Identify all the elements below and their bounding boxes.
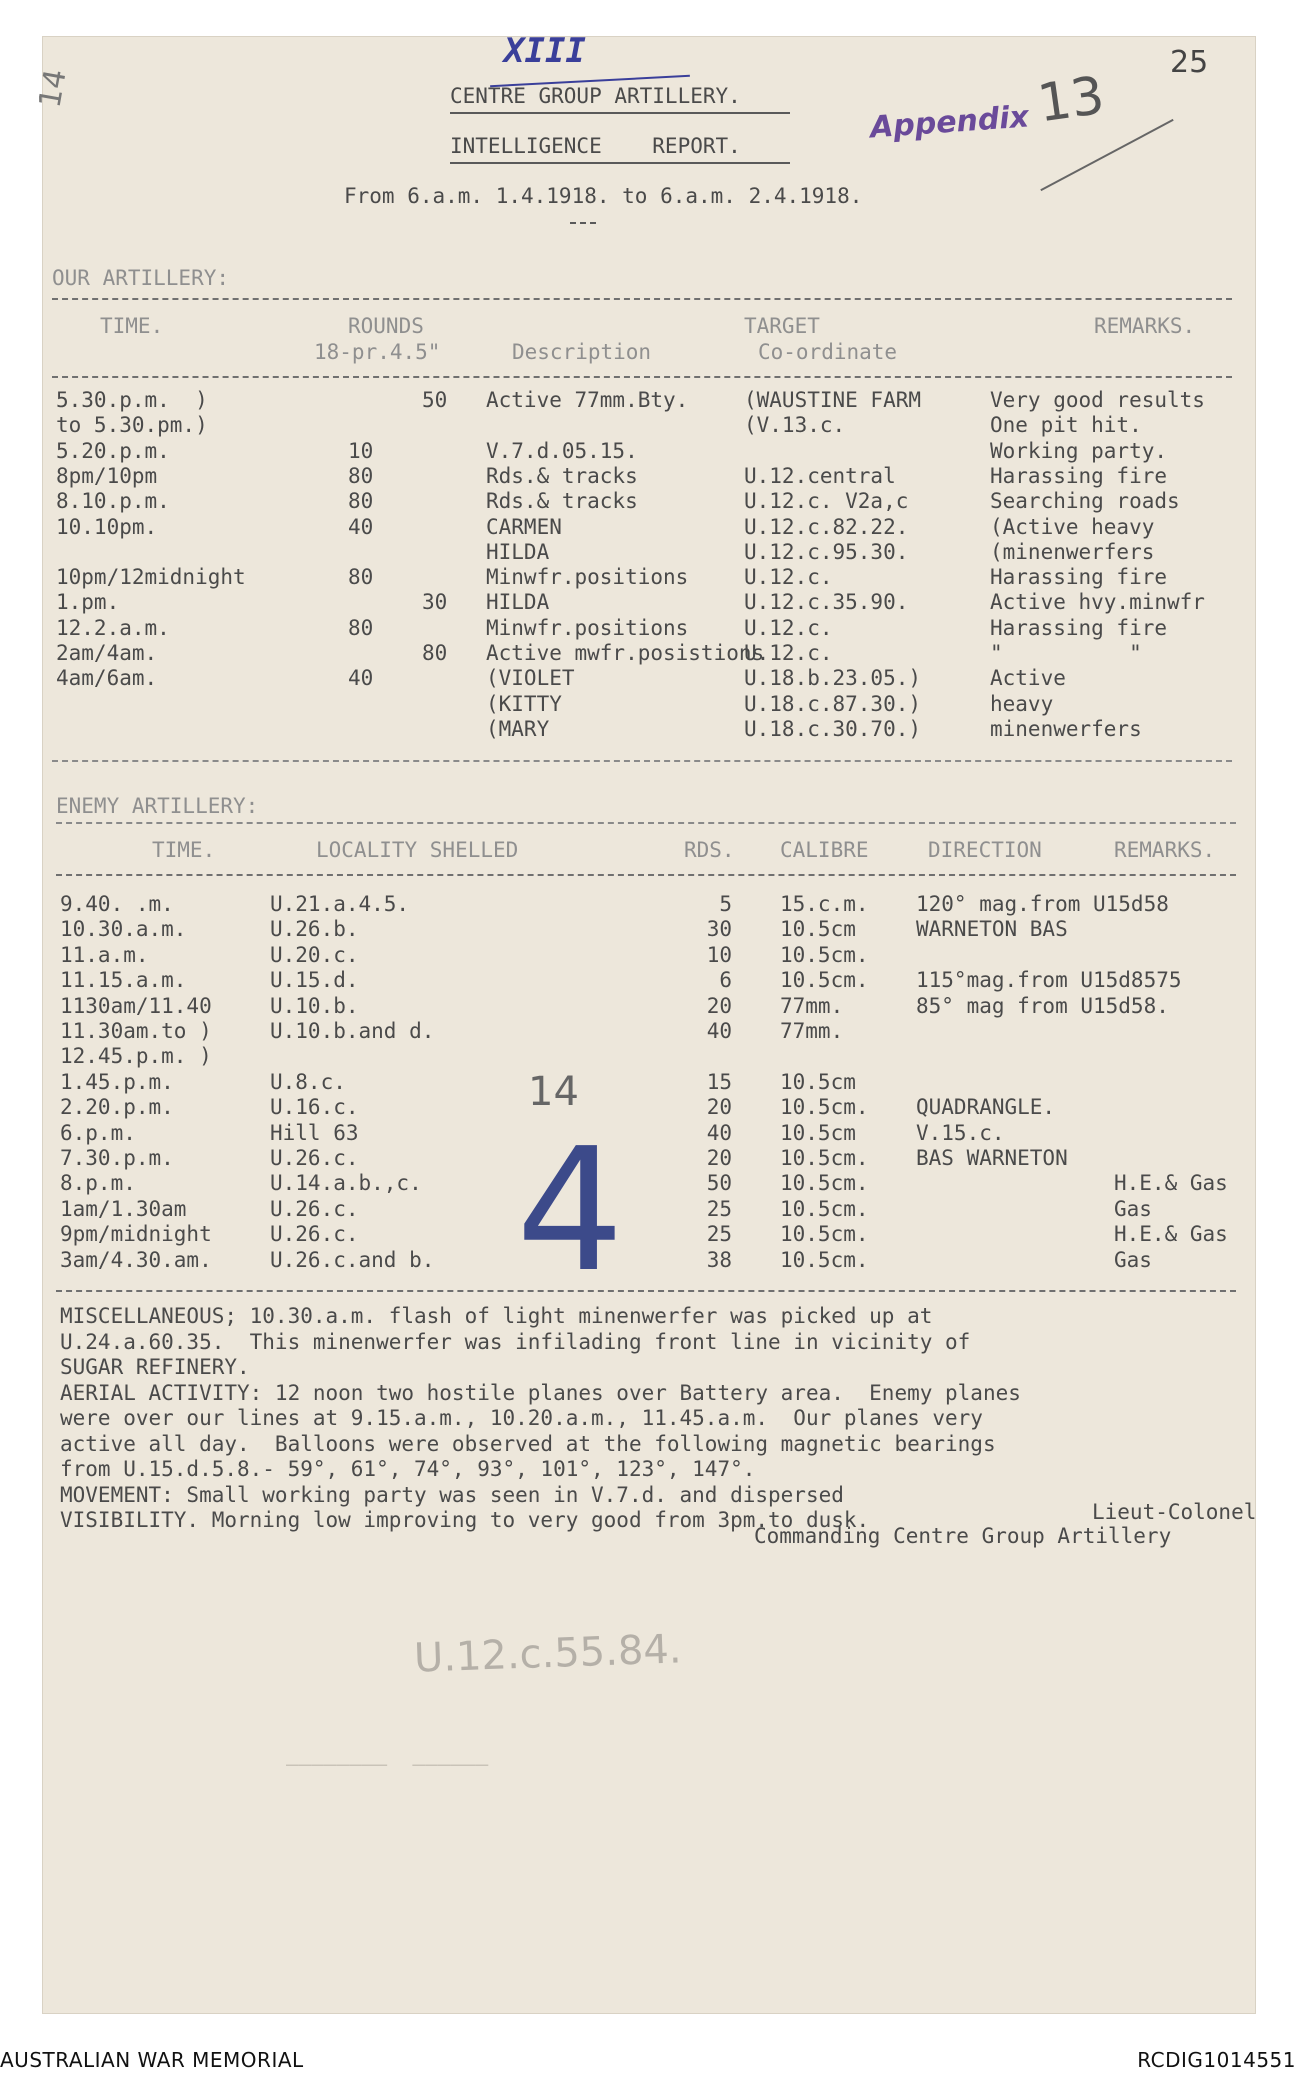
appendix-number: 13 [1034, 65, 1108, 135]
enemy-rounds-cell: 50 [706, 1171, 732, 1196]
table-row [42, 1070, 1256, 1095]
our-coordinate-cell: U.12.c. [744, 641, 833, 665]
report-underline [450, 162, 790, 164]
group-heading: CENTRE GROUP ARTILLERY. [450, 84, 741, 108]
note-line: from U.15.d.5.8.- 59°, 61°, 74°, 93°, 101°, 123°, 147°. [60, 1457, 756, 1481]
our-coordinate-cell: U.12.c. [744, 615, 833, 640]
our-remarks-cell: (minenwerfers [990, 539, 1155, 564]
table-row [42, 1197, 1256, 1222]
our-remarks-cell: Active [990, 666, 1066, 691]
our-description-cell: (MARY [486, 716, 550, 741]
our-time-cell: 5.30.p.m. ) [56, 388, 208, 412]
our-rounds-18pr-cell: 80 [348, 615, 374, 640]
our-description-cell: HILDA [486, 590, 550, 615]
enemy-col-time: TIME. [152, 838, 216, 862]
table-row [42, 943, 1256, 968]
enemy-time-cell: 2.20.p.m. [60, 1095, 174, 1120]
enemy-time-cell: 12.45.p.m. ) [60, 1044, 212, 1069]
enemy-rounds-cell: 20 [706, 1146, 732, 1170]
roman-numeral: XIII [504, 31, 586, 71]
enemy-time-cell: 9pm/midnight [60, 1222, 212, 1247]
note-line: MOVEMENT: Small working party was seen in V.7.d. and dispersed [60, 1482, 844, 1507]
our-description-cell: Minwfr.positions [486, 615, 689, 640]
enemy-calibre-cell: 77mm. [780, 1019, 844, 1043]
signature-rank: Lieut-Colonel [1092, 1500, 1257, 1524]
note-line: were over our lines at 9.15.a.m., 10.20.a.m., 11.45.a.m. Our planes very [60, 1406, 983, 1430]
enemy-calibre-cell: 15.c.m. [780, 892, 869, 916]
note-line: active all day. Balloons were observed at the following magnetic bearings [60, 1431, 996, 1456]
our-coordinate-cell: (V.13.c. [744, 413, 846, 438]
divider [56, 822, 1236, 824]
our-remarks-cell: Very good results [990, 388, 1205, 412]
our-rounds-18pr-cell: 80 [348, 565, 374, 590]
enemy-rounds-cell: 20 [706, 1095, 732, 1120]
table-row [42, 565, 1256, 590]
enemy-time-cell: 1130am/11.40 [60, 993, 212, 1018]
table-row [42, 540, 1256, 565]
enemy-locality-cell: U.26.b. [270, 917, 359, 942]
enemy-locality-cell: Hill 63 [270, 1120, 359, 1145]
table-row [42, 692, 1256, 717]
enemy-locality-cell: U.20.c. [270, 942, 359, 967]
our-description-cell: Rds.& tracks [486, 463, 638, 488]
our-time-cell: 10pm/12midnight [56, 565, 246, 590]
our-time-cell: 12.2.a.m. [56, 615, 170, 640]
enemy-calibre-cell: 10.5cm [780, 1120, 856, 1145]
enemy-artillery-section: ENEMY ARTILLERY: [56, 794, 259, 818]
enemy-locality-cell: U.10.b. [270, 993, 359, 1018]
table-row [42, 717, 1256, 742]
our-time-cell: 2am/4am. [56, 641, 158, 665]
table-row [42, 464, 1256, 489]
enemy-calibre-cell: 10.5cm. [780, 1247, 869, 1272]
our-coordinate-cell: (WAUSTINE FARM [744, 388, 922, 412]
our-time-cell: 8.10.p.m. [56, 489, 170, 514]
enemy-col-remarks: REMARKS. [1114, 838, 1216, 862]
pencil-note: U.12.c.55.84. [413, 1626, 683, 1682]
enemy-locality-cell: U.26.c. [270, 1222, 359, 1247]
our-remarks-cell: Active hvy.minwfr [990, 590, 1205, 615]
enemy-rounds-cell: 40 [706, 1120, 732, 1145]
our-remarks-cell: Harassing fire [990, 463, 1168, 488]
note-line: AERIAL ACTIVITY: 12 noon two hostile planes over Battery area. Enemy planes [60, 1380, 1021, 1405]
enemy-calibre-cell: 10.5cm. [780, 968, 869, 993]
enemy-direction-cell: 85° mag from U15d58. [916, 993, 1169, 1018]
enemy-rounds-cell: 6 [719, 968, 732, 993]
enemy-time-cell: 8.p.m. [60, 1171, 136, 1196]
our-description-cell: Minwfr.positions [486, 565, 689, 590]
heading-underline [450, 112, 790, 114]
enemy-locality-cell: U.26.c. [270, 1146, 359, 1170]
enemy-locality-cell: U.26.c. [270, 1196, 359, 1221]
margin-mark: 14 [32, 66, 74, 111]
table-row [42, 1019, 1256, 1044]
enemy-calibre-cell: 10.5cm. [780, 1171, 869, 1196]
our-description-cell: HILDA [486, 539, 550, 564]
table-row [42, 968, 1256, 993]
enemy-direction-cell: V.15.c. [916, 1120, 1005, 1145]
our-rounds-18pr-cell: 40 [348, 514, 374, 539]
our-coordinate-cell: U.18.c.87.30.) [744, 691, 922, 716]
our-coordinate-cell: U.18.c.30.70.) [744, 716, 922, 741]
enemy-remarks-cell: H.E.& Gas [1114, 1171, 1228, 1196]
our-description-cell: Rds.& tracks [486, 489, 638, 514]
enemy-time-cell: 7.30.p.m. [60, 1146, 174, 1170]
enemy-time-cell: 1.45.p.m. [60, 1069, 174, 1094]
enemy-locality-cell: U.8.c. [270, 1069, 346, 1094]
divider [56, 1290, 1236, 1292]
our-description-cell: (KITTY [486, 691, 562, 716]
enemy-calibre-cell: 77mm. [780, 993, 844, 1018]
our-description-cell: Active 77mm.Bty. [486, 388, 689, 412]
our-remarks-cell: (Active heavy [990, 514, 1155, 539]
table-row [42, 413, 1256, 438]
our-rounds-45-cell: 30 [422, 590, 448, 615]
enemy-time-cell: 10.30.a.m. [60, 917, 187, 942]
enemy-time-cell: 11.15.a.m. [60, 968, 187, 993]
our-remarks-cell: One pit hit. [990, 413, 1142, 438]
table-row [42, 917, 1256, 942]
enemy-col-locality: LOCALITY SHELLED [316, 838, 519, 862]
enemy-rounds-cell: 10 [706, 942, 732, 967]
enemy-calibre-cell: 10.5cm. [780, 1095, 869, 1120]
period-mark [570, 222, 596, 224]
enemy-rounds-cell: 25 [706, 1222, 732, 1247]
our-remarks-cell: minenwerfers [990, 716, 1142, 741]
enemy-locality-cell: U.26.c.and b. [270, 1247, 435, 1272]
enemy-locality-cell: U.10.b.and d. [270, 1019, 435, 1043]
col-time: TIME. [100, 314, 164, 338]
document-page [32, 31, 1257, 2014]
our-rounds-18pr-cell: 80 [348, 463, 374, 488]
col-rounds: ROUNDS [348, 314, 424, 338]
our-rounds-18pr-cell: 10 [348, 438, 374, 463]
our-time-cell: 1.pm. [56, 590, 120, 615]
table-row [42, 616, 1256, 641]
enemy-direction-cell: 120° mag.from U15d58 [916, 892, 1169, 916]
our-remarks-cell: Working party. [990, 438, 1168, 463]
table-row [42, 1248, 1256, 1273]
ghost-offset: ———————— —————— [286, 1752, 489, 1776]
enemy-rounds-cell: 30 [706, 917, 732, 942]
our-time-cell: to 5.30.pm.) [56, 413, 208, 438]
col-target: TARGET [744, 314, 820, 338]
enemy-time-cell: 1am/1.30am [60, 1196, 187, 1221]
report-period: From 6.a.m. 1.4.1918. to 6.a.m. 2.4.1918. [344, 184, 863, 208]
our-remarks-cell: " " [990, 641, 1142, 665]
footer-catalogue-id: RCDIG1014551 [1137, 2048, 1296, 2072]
enemy-calibre-cell: 10.5cm. [780, 1196, 869, 1221]
our-remarks-cell: heavy [990, 691, 1054, 716]
our-coordinate-cell: U.12.c.95.30. [744, 539, 909, 564]
enemy-time-cell: 11.30am.to ) [60, 1019, 212, 1043]
enemy-calibre-cell: 10.5cm. [780, 1146, 869, 1170]
our-time-cell: 5.20.p.m. [56, 438, 170, 463]
table-row [42, 1121, 1256, 1146]
enemy-locality-cell: U.16.c. [270, 1095, 359, 1120]
enemy-rounds-cell: 25 [706, 1196, 732, 1221]
enemy-time-cell: 6.p.m. [60, 1120, 136, 1145]
divider [56, 874, 1236, 876]
col-remarks: REMARKS. [1094, 314, 1196, 338]
note-line: VISIBILITY. Morning low improving to very good from 3pm.to dusk. [60, 1508, 870, 1532]
our-description-cell: CARMEN [486, 514, 562, 539]
signature-title: Commanding Centre Group Artillery [754, 1524, 1172, 1548]
table-row [42, 439, 1256, 464]
our-time-cell: 4am/6am. [56, 666, 158, 691]
enemy-time-cell: 11.a.m. [60, 942, 149, 967]
enemy-rounds-cell: 5 [719, 892, 732, 916]
our-coordinate-cell: U.18.b.23.05.) [744, 666, 922, 691]
our-description-cell: (VIOLET [486, 666, 575, 691]
col-coordinate: Co-ordinate [758, 340, 898, 364]
note-line: U.24.a.60.35. This minenwerfer was infilading front line in vicinity of [60, 1329, 971, 1354]
enemy-locality-cell: U.14.a.b.,c. [270, 1171, 422, 1196]
enemy-calibre-cell: 10.5cm. [780, 942, 869, 967]
table-row [42, 515, 1256, 540]
enemy-col-direction: DIRECTION [928, 838, 1042, 862]
our-rounds-45-cell: 50 [422, 388, 448, 412]
enemy-locality-cell: U.15.d. [270, 968, 359, 993]
footer-archive: AUSTRALIAN WAR MEMORIAL [0, 2048, 304, 2072]
our-coordinate-cell: U.12.central [744, 463, 896, 488]
our-description-cell: V.7.d.05.15. [486, 438, 638, 463]
divider [52, 376, 1232, 378]
our-artillery-section: OUR ARTILLERY: [52, 266, 230, 290]
report-heading: INTELLIGENCE REPORT. [450, 134, 741, 158]
appendix-stamp: Appendix [868, 99, 1031, 146]
our-remarks-cell: Searching roads [990, 489, 1180, 514]
enemy-calibre-cell: 10.5cm. [780, 1222, 869, 1247]
enemy-time-cell: 9.40. .m. [60, 892, 174, 916]
divider [52, 298, 1232, 300]
enemy-direction-cell: WARNETON BAS [916, 917, 1068, 942]
our-rounds-45-cell: 80 [422, 641, 448, 665]
enemy-rounds-cell: 40 [706, 1019, 732, 1043]
our-time-cell: 10.10pm. [56, 514, 158, 539]
divider [52, 760, 1232, 762]
table-row [42, 1222, 1256, 1247]
table-row [42, 489, 1256, 514]
enemy-remarks-cell: H.E.& Gas [1114, 1222, 1228, 1247]
table-row [42, 388, 1256, 413]
note-line: SUGAR REFINERY. [60, 1355, 250, 1379]
enemy-remarks-cell: Gas [1114, 1247, 1152, 1272]
table-row [42, 666, 1256, 691]
pencil-mark-large: 4 [516, 1112, 625, 1310]
our-coordinate-cell: U.12.c.82.22. [744, 514, 909, 539]
enemy-col-calibre: CALIBRE [780, 838, 869, 862]
enemy-locality-cell: U.21.a.4.5. [270, 892, 410, 916]
enemy-time-cell: 3am/4.30.am. [60, 1247, 212, 1272]
enemy-direction-cell: BAS WARNETON [916, 1146, 1068, 1170]
folio-number: 25 [1170, 45, 1209, 80]
table-row [42, 1044, 1256, 1069]
col-description: Description [512, 340, 652, 364]
our-remarks-cell: Harassing fire [990, 565, 1168, 590]
our-rounds-18pr-cell: 40 [348, 666, 374, 691]
table-row [42, 1171, 1256, 1196]
our-time-cell: 8pm/10pm [56, 463, 158, 488]
enemy-rounds-cell: 38 [706, 1247, 732, 1272]
enemy-calibre-cell: 10.5cm [780, 917, 856, 942]
our-rounds-18pr-cell: 80 [348, 489, 374, 514]
our-coordinate-cell: U.12.c. V2a,c [744, 489, 909, 514]
enemy-calibre-cell: 10.5cm [780, 1069, 856, 1094]
enemy-direction-cell: 115°mag.from U15d8575 [916, 968, 1182, 993]
table-row [42, 892, 1256, 917]
col-rounds-sub: 18-pr.4.5" [314, 340, 441, 364]
our-remarks-cell: Harassing fire [990, 615, 1168, 640]
table-row [42, 641, 1256, 666]
note-line: MISCELLANEOUS; 10.30.a.m. flash of light minenwerfer was picked up at [60, 1304, 933, 1328]
our-coordinate-cell: U.12.c.35.90. [744, 590, 909, 615]
pencil-mark-small: 14 [528, 1069, 579, 1115]
enemy-direction-cell: QUADRANGLE. [916, 1095, 1056, 1120]
enemy-col-rds: RDS. [684, 838, 735, 862]
table-row [42, 590, 1256, 615]
enemy-rounds-cell: 20 [706, 993, 732, 1018]
enemy-rounds-cell: 15 [706, 1069, 732, 1094]
our-coordinate-cell: U.12.c. [744, 565, 833, 590]
enemy-remarks-cell: Gas [1114, 1196, 1152, 1221]
table-row [42, 994, 1256, 1019]
table-row [42, 1095, 1256, 1120]
table-row [42, 1146, 1256, 1171]
our-description-cell: Active mwfr.posistions [486, 641, 765, 665]
